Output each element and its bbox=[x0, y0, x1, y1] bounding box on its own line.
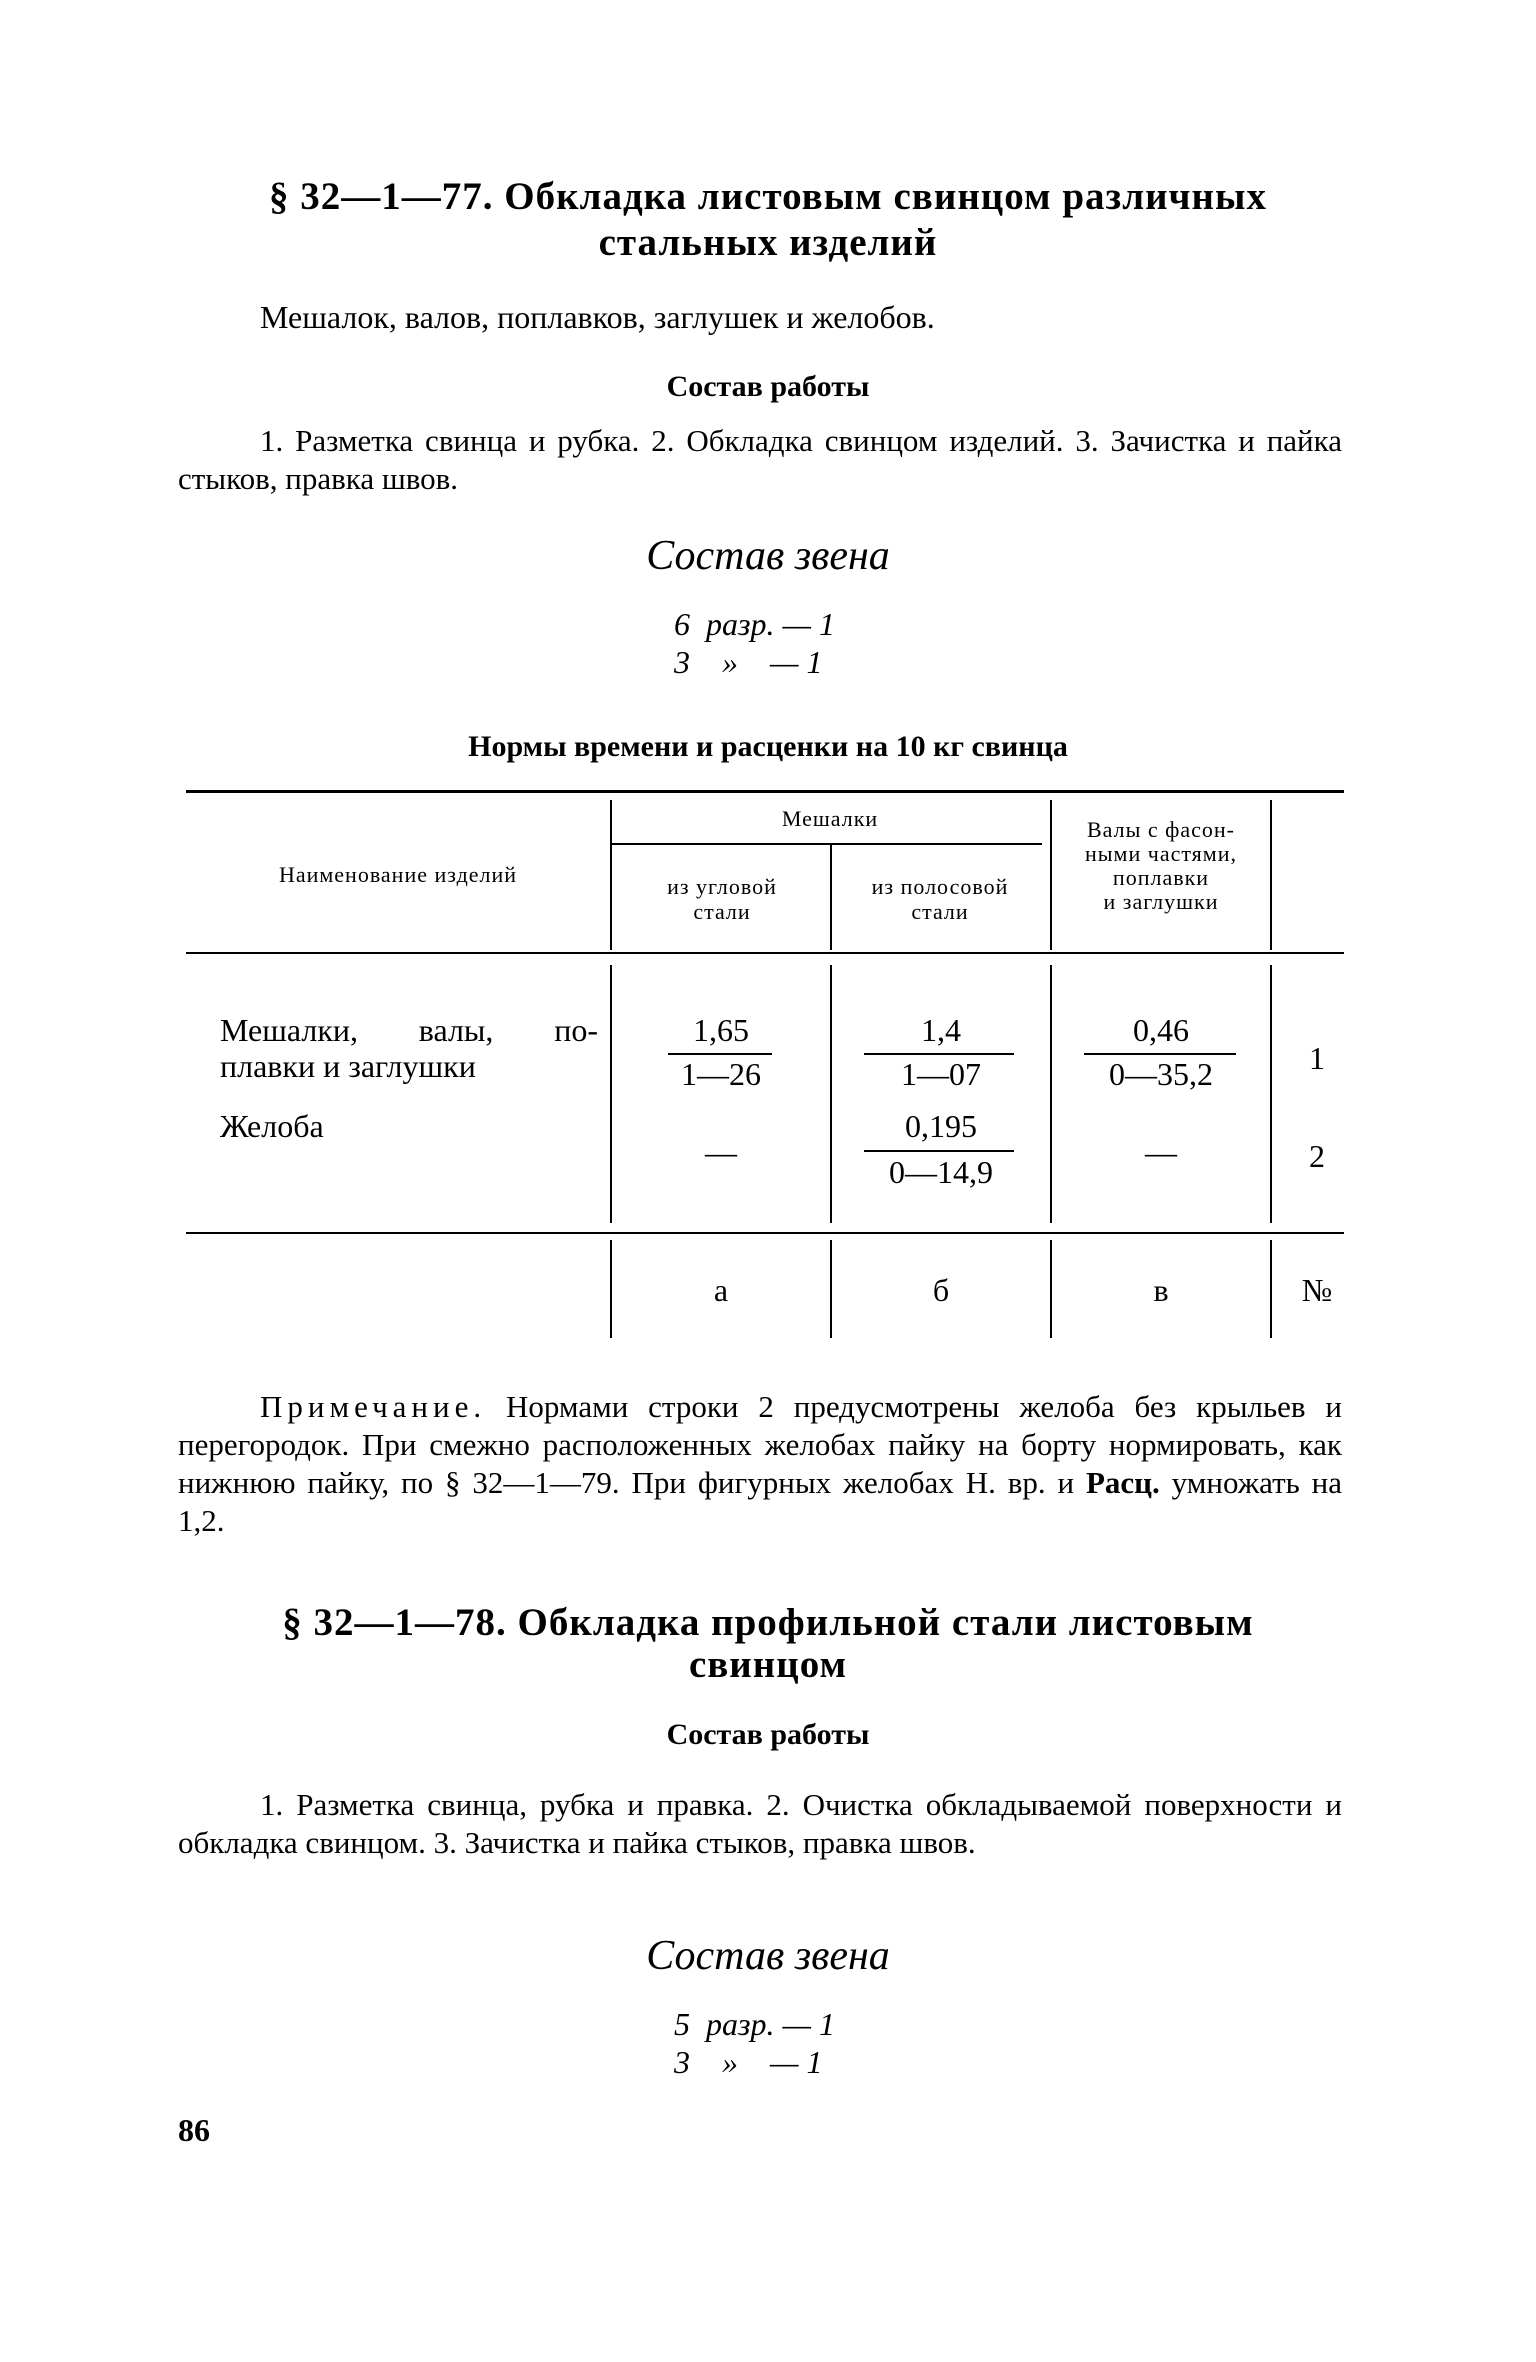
row1-a-rate: 1—26 bbox=[681, 1056, 761, 1092]
section1-title-line2: стальных изделий bbox=[598, 221, 938, 264]
note-label: Примечание. bbox=[260, 1389, 487, 1424]
row2-b-time: 0,195 bbox=[905, 1108, 977, 1144]
vrule bbox=[1270, 800, 1272, 950]
row1-name-line2: плавки и заглушки bbox=[220, 1048, 476, 1084]
section1-intro: Мешалок, валов, поплавков, заглушек и желобов. bbox=[260, 299, 935, 335]
row2-b-rate: 0—14,9 bbox=[889, 1154, 993, 1190]
header-col-c-line3: поплавки bbox=[1112, 865, 1210, 890]
vrule bbox=[1270, 965, 1272, 1223]
row2-name: Желоба bbox=[220, 1108, 324, 1144]
row1-number: 1 bbox=[1309, 1040, 1325, 1076]
note-text-end: умножать на 1,2. bbox=[178, 1465, 1343, 1538]
footer-num: № bbox=[1301, 1272, 1333, 1308]
body-bottom-rule bbox=[186, 1232, 1344, 1234]
section1-title-line1: § 32—1—77. Обкладка листовым свинцом различных bbox=[269, 175, 1267, 218]
vrule bbox=[1050, 965, 1052, 1223]
row2-c-dash: — bbox=[1145, 1134, 1177, 1170]
header-group: Мешалки bbox=[781, 806, 879, 831]
row1-a-time: 1,65 bbox=[693, 1012, 749, 1048]
section2-crew-heading: Состав звена bbox=[646, 1933, 890, 1979]
row1-b-time: 1,4 bbox=[921, 1012, 961, 1048]
vrule bbox=[830, 845, 832, 950]
section1-crew-line1: 6 разр. — 1 bbox=[674, 606, 835, 642]
note-text: Нормами строки 2 предусмотрены желоба без крыльев и перегородок. При смежно расположенных желобах пайку на борту нормировать, как нижнюю пайку, по § 32—1—79. При фигурных желобах Н. вр. и bbox=[178, 1389, 1342, 1500]
row1-b-rate: 1—07 bbox=[901, 1056, 981, 1092]
row2-number: 2 bbox=[1309, 1138, 1325, 1174]
header-col-a: из угловой стали bbox=[667, 874, 777, 924]
header-col-c-line1: Валы с фасон- bbox=[1086, 817, 1236, 842]
section1-work-text: 1. Разметка свинца и рубка. 2. Обкладка свинцом изделий. 3. Зачистка и пайка стыков, правка швов. bbox=[178, 423, 1342, 496]
section2-work-heading: Состав работы bbox=[666, 1718, 870, 1751]
vrule bbox=[610, 965, 612, 1223]
header-col-c-line4: и заглушки bbox=[1103, 889, 1219, 914]
footer-col-c: в bbox=[1153, 1272, 1169, 1308]
group-underline-rule bbox=[612, 843, 1042, 845]
section1-work-heading: Состав работы bbox=[666, 370, 870, 403]
note-bold-word: Расц. bbox=[1085, 1465, 1160, 1500]
table-title: Нормы времени и расценки на 10 кг свинца bbox=[468, 730, 1068, 763]
header-col-c bbox=[1052, 818, 1270, 914]
header-col-c-line2: ными частями, bbox=[1085, 841, 1237, 866]
footer-col-b: б bbox=[932, 1272, 950, 1308]
section1-crew-line2: 3 » — 1 bbox=[674, 644, 823, 680]
section2-title-line1: § 32—1—78. Обкладка профильной стали листовым bbox=[282, 1601, 1254, 1644]
header-name-col: Наименование изделий bbox=[278, 862, 518, 887]
section2-work-text: 1. Разметка свинца, рубка и правка. 2. Очистка обкладываемой поверхности и обкладка свинцом. 3. Зачистка и пайка стыков, правка швов. bbox=[178, 1787, 1342, 1860]
table-top-rule bbox=[186, 790, 1344, 793]
section2-crew-line1: 5 разр. — 1 bbox=[674, 2006, 835, 2042]
section2-crew-line2: 3 » — 1 bbox=[674, 2044, 823, 2080]
header-bottom-rule bbox=[186, 952, 1344, 954]
row1-name-line1: Мешалки, валы, по- bbox=[220, 1012, 598, 1048]
row1-c-rate: 0—35,2 bbox=[1109, 1056, 1213, 1092]
row1-c-time: 0,46 bbox=[1133, 1012, 1189, 1048]
section2-title-line2: свинцом bbox=[688, 1643, 848, 1686]
footer-col-a: а bbox=[713, 1272, 729, 1308]
header-col-b: из полосовой стали bbox=[871, 874, 1009, 924]
page-number: 86 bbox=[178, 2112, 210, 2148]
section1-crew-heading: Состав звена bbox=[646, 533, 890, 579]
row2-a-dash: — bbox=[705, 1134, 737, 1170]
note-paragraph bbox=[178, 1388, 1342, 1540]
